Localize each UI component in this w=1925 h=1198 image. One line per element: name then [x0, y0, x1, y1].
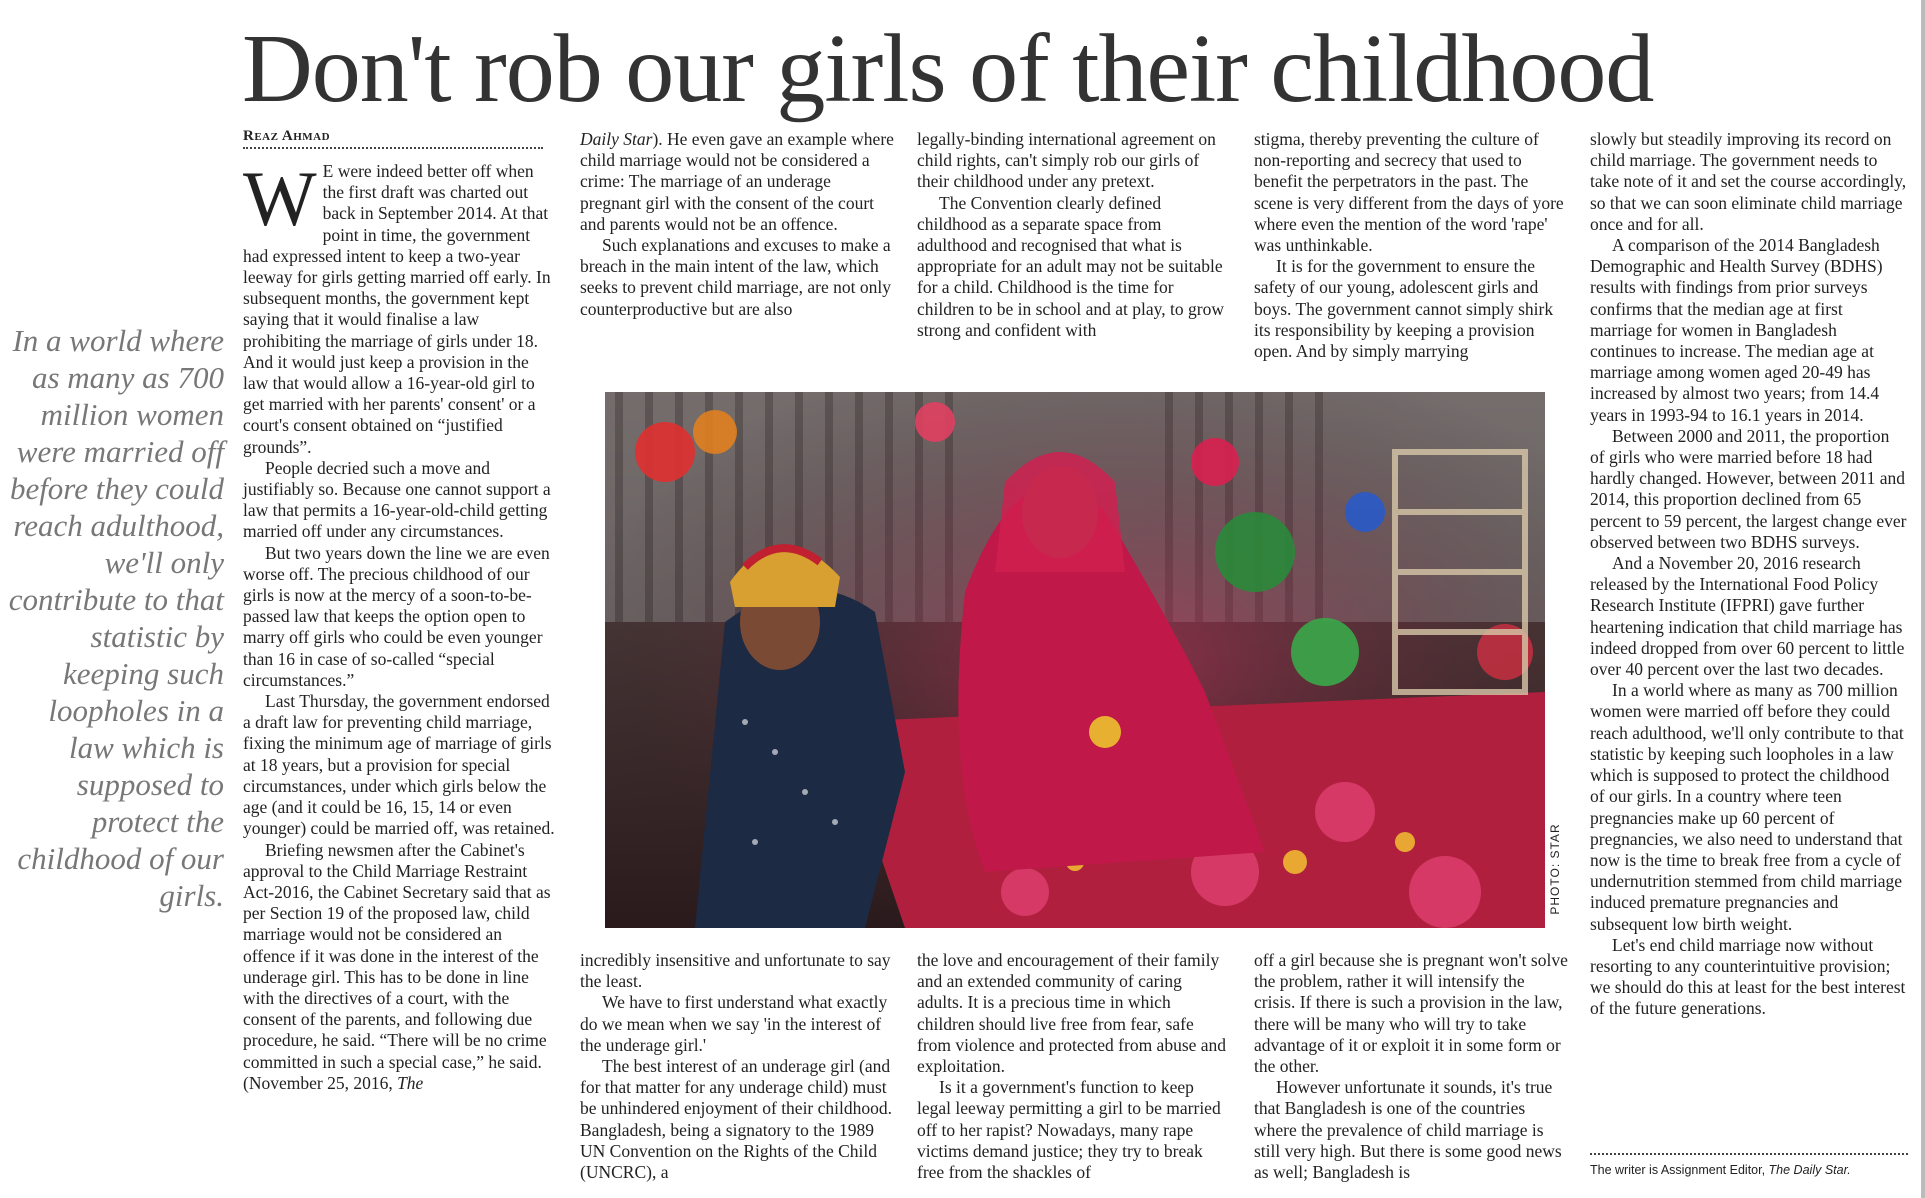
paragraph: The best interest of an underage girl (and for that matter for any underage child) must be unhindered enjoyment of their childhood. Bangladesh, being a signatory to the 1989 UN Convention on the Rights of the Child (UNCRC), a: [580, 1056, 893, 1183]
paragraph: People decried such a move and justifiably so. Because one cannot support a law that permits a 16-year-old-child getting married off under any circumstances.: [243, 457, 551, 542]
article-column-4-top: [1254, 129, 1569, 362]
pull-quote: In a world where as many as 700 million women were married off before they could reach adulthood, we'll only contribute to that statistic by keeping such loopholes in a law which is supposed to protect the childhood of our girls.: [8, 323, 224, 913]
paragraph-text: Briefing newsmen after the Cabinet's approval to the Child Marriage Restraint Act-2016, the Cabinet Secretary said that as per Section 19 of the proposed law, child marriage would not be considered an offence if it was done in the interest of the underage girl. This has to be done in line with the directives of a court, with the consent of the parents, and following due procedure, he said. “There will be no crime committed in such a special case,” he said. (November 25, 2016,: [243, 839, 551, 1093]
paragraph: E were indeed better off when the first draft was charted out back in September 2014. At that point in time, the government had expressed intent to keep a two-year leeway for girls getting married off early. In subsequent months, the government kept saying that it would finalise a law prohibiting the marriage of girls under 18. And it would just keep a provision in the law that would allow a 16-year-old girl to get married with her parents' consent' or a court's consent obtained on “justified grounds”.: [243, 161, 551, 457]
article-column-2-bottom: [580, 950, 895, 1183]
paragraph: It is for the government to ensure the safety of our young, adolescent girls and boys. The government cannot simply shirk its responsibility by keeping a provision open. And by simply marrying: [1254, 256, 1554, 362]
headline: Don't rob our girls of their childhood: [242, 15, 1654, 123]
article-column-3-top: [917, 129, 1232, 341]
paragraph: [580, 129, 895, 235]
paragraph: The Convention clearly defined childhood as a separate space from adulthood and recognised that what is appropriate for an adult may not be suitable for a child. Childhood is the time for children to be in school and at play, to grow strong and confident with: [917, 192, 1224, 340]
paragraph: In a world where as many as 700 million women were married off before they could reach adulthood, we'll only contribute to that statistic by keeping such loopholes in a law which is supposed to protect the childhood of our girls. In a country where teen pregnancies make up 60 percent of pregnancies, we also need to understand that now is the time to break free from a cycle of undernutrition stemmed from child marriage induced premature pregnancies and subsequent low birth weight.: [1590, 680, 1904, 934]
paragraph: We have to first understand what exactly do we mean when we say 'in the interest of the underage girl.': [580, 992, 888, 1055]
publication-name: Daily Star: [580, 129, 653, 149]
byline: Reaz Ahmad: [243, 128, 543, 149]
paragraph: [243, 840, 558, 1094]
paragraph: Last Thursday, the government endorsed a draft law for preventing child marriage, fixing the minimum age of marriage of girls at 18 years, but a provision for special circumstances, under which girls below the age (and it could be 16, 15, 14 or even younger) could be married off, was retained.: [243, 691, 555, 839]
photo-credit: [1545, 392, 1569, 928]
article-column-4-bottom: [1254, 950, 1569, 1183]
paragraph: stigma, thereby preventing the culture of non-reporting and secrecy that used to benefit the perpetrators in the past. The scene is very different from the days of yore where even the mention of the word 'rape' was unthinkable.: [1254, 129, 1564, 256]
article-column-1: [243, 155, 558, 1094]
paragraph: Is it a government's function to keep legal leeway permitting a girl to be married off to her rapist? Nowadays, many rape victims demand justice; they try to break free from the shackles of: [917, 1077, 1221, 1183]
paragraph: off a girl because she is pregnant won't solve the problem, rather it will intensify the crisis. If there is such a provision in the law, there will be many who will try to take advantage of it or exploit it in some form or the other.: [1254, 950, 1568, 1077]
page-edge: [1921, 0, 1925, 1198]
article-column-5: [1590, 129, 1908, 1020]
wedding-photo: [605, 392, 1545, 928]
photo-credit-text: PHOTO: STAR: [1548, 823, 1562, 915]
photo-illustration: [605, 392, 1545, 928]
paragraph: incredibly insensitive and unfortunate to say the least.: [580, 950, 891, 992]
paragraph: Let's end child marriage now without resorting to any counterintuitive provision; we should do this at least for the best interest of the future generations.: [1590, 934, 1906, 1019]
drop-cap: W: [243, 155, 317, 242]
paragraph: legally-binding international agreement on child rights, can't simply rob our girls of their childhood under any pretext.: [917, 129, 1216, 192]
paragraph: the love and encouragement of their family and an extended community of caring adults. It is a precious time in which children should live free from fear, safe from violence and protected from abuse and exploitation.: [917, 950, 1227, 1077]
paragraph: Between 2000 and 2011, the proportion of girls who were married before 18 had hardly changed. However, between 2011 and 2014, this proportion declined from 65 percent to 59 percent, the largest change ever observed between two BDHS surveys.: [1590, 425, 1907, 552]
paragraph: A comparison of the 2014 Bangladesh Demographic and Health Survey (BDHS) results with findings from prior surveys confirms that the median age at first marriage for women in Bangladesh continues to increase. The median age at marriage among women aged 20-49 has increased by almost two years; from 14.4 years in 1993-94 to 16.1 years in 2014.: [1590, 235, 1883, 425]
article-column-3-bottom: [917, 950, 1232, 1183]
paragraph: slowly but steadily improving its record on child marriage. The government needs to take note of it and set the course accordingly, so that we can soon eliminate child marriage once and for all.: [1590, 129, 1907, 234]
publication-name: The: [397, 1072, 424, 1093]
article-column-2-top: [580, 129, 895, 320]
paragraph: And a November 20, 2016 research released by the International Food Policy Research Institute (IFPRI) gave further heartening indication that child marriage has indeed dropped from over 60 percent to little over 40 percent over the last two decades.: [1590, 553, 1905, 680]
writer-note-publication: The Daily Star.: [1768, 1163, 1851, 1177]
writer-note: [1590, 1153, 1908, 1177]
writer-note-text: The writer is Assignment Editor,: [1590, 1163, 1769, 1177]
paragraph: Such explanations and excuses to make a breach in the main intent of the law, which seeks to prevent child marriage, are not only counterproductive but are also: [580, 235, 892, 319]
paragraph-text: ). He even gave an example where child marriage would not be considered a crime: The marriage of an underage pregnant girl with the consent of the court and parents would not be an offence.: [580, 129, 894, 234]
paragraph: However unfortunate it sounds, it's true that Bangladesh is one of the countries where the prevalence of child marriage is still very high. But there is some good news as well; Bangladesh is: [1254, 1077, 1562, 1183]
paragraph: But two years down the line we are even worse off. The precious childhood of our girls is now at the mercy of a soon-to-be-passed law that keeps the option open to marry off girls who could be even younger than 16 in case of so-called “special circumstances.”: [243, 542, 550, 690]
